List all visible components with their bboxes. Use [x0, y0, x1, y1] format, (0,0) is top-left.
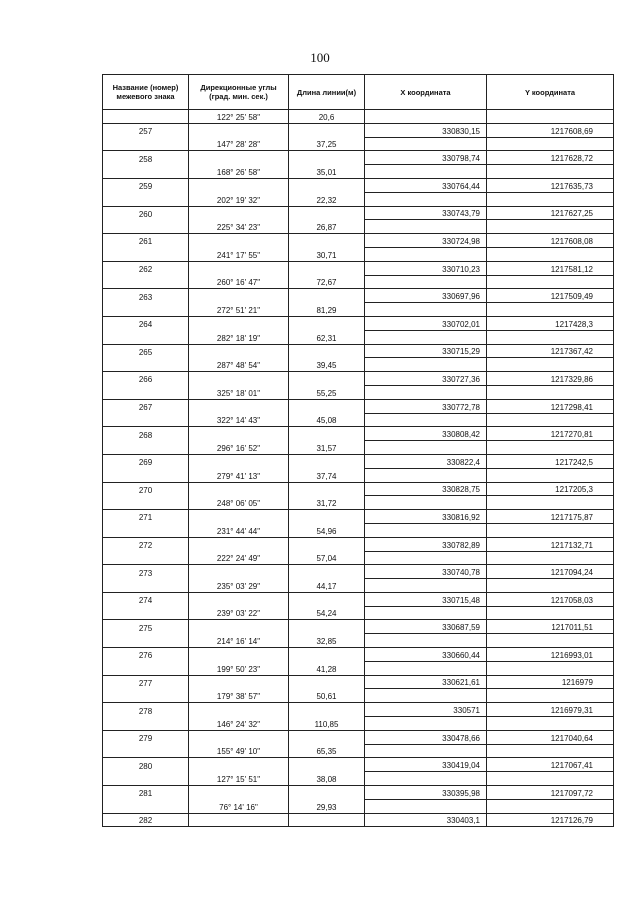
line-length: 26,87 — [289, 220, 365, 234]
table-row — [103, 123, 614, 137]
table-row — [103, 178, 614, 192]
x-coordinate: 330660,44 — [365, 648, 487, 662]
segment-row — [103, 772, 614, 786]
segment-row — [103, 413, 614, 427]
x-coordinate: 330782,89 — [365, 537, 487, 551]
segment-row — [103, 220, 614, 234]
table-row — [103, 261, 614, 275]
x-coordinate: 330830,15 — [365, 123, 487, 137]
x-coordinate: 330822,4 — [365, 454, 487, 468]
y-coordinate: 1217608,69 — [487, 123, 614, 137]
x-coordinate: 330740,78 — [365, 565, 487, 579]
y-coordinate: 1217094,24 — [487, 565, 614, 579]
line-length: 57,04 — [289, 551, 365, 565]
segment-row — [103, 137, 614, 151]
y-coordinate: 1217608,08 — [487, 234, 614, 248]
direction-angle: 287° 48' 54" — [189, 358, 289, 372]
x-coordinate: 330702,01 — [365, 316, 487, 330]
line-length: 44,17 — [289, 579, 365, 593]
x-coordinate: 330571 — [365, 703, 487, 717]
direction-angle: 260° 16' 47" — [189, 275, 289, 289]
table-row — [103, 620, 614, 634]
direction-angle: 179° 38' 57" — [189, 689, 289, 703]
y-coordinate: 1217242,5 — [487, 454, 614, 468]
line-length: 22,32 — [289, 192, 365, 206]
segment-row — [103, 441, 614, 455]
header-name: Название (номер) межевого знака — [103, 75, 189, 110]
table-row — [103, 234, 614, 248]
direction-angle: 248° 06' 05" — [189, 496, 289, 510]
x-coordinate: 330687,59 — [365, 620, 487, 634]
segment-row — [103, 330, 614, 344]
table-header — [103, 75, 614, 110]
segment-row — [103, 717, 614, 731]
line-length: 35,01 — [289, 165, 365, 179]
y-coordinate: 1217509,49 — [487, 289, 614, 303]
point-name: 266 — [103, 372, 189, 386]
line-length: 41,28 — [289, 661, 365, 675]
line-length: 110,85 — [289, 717, 365, 731]
line-length: 45,08 — [289, 413, 365, 427]
point-name: 273 — [103, 565, 189, 579]
table-row — [103, 675, 614, 689]
line-length: 72,67 — [289, 275, 365, 289]
line-length: 39,45 — [289, 358, 365, 372]
direction-angle: 202° 19' 32" — [189, 192, 289, 206]
x-coordinate: 330772,78 — [365, 399, 487, 413]
x-coordinate: 330710,23 — [365, 261, 487, 275]
segment-row — [103, 523, 614, 537]
page-number: 100 — [310, 50, 330, 65]
direction-angle: 282° 18' 19" — [189, 330, 289, 344]
point-name: 265 — [103, 344, 189, 358]
line-length: 37,25 — [289, 137, 365, 151]
table-row — [103, 730, 614, 744]
y-coordinate: 1217040,64 — [487, 730, 614, 744]
x-coordinate: 330403,1 — [365, 813, 487, 827]
y-coordinate: 1217011,51 — [487, 620, 614, 634]
line-length: 30,71 — [289, 247, 365, 261]
x-coordinate: 330621,61 — [365, 675, 487, 689]
table-row — [103, 482, 614, 496]
x-coordinate: 330727,36 — [365, 372, 487, 386]
table-row — [103, 151, 614, 165]
table-row — [103, 813, 614, 827]
segment-row — [103, 744, 614, 758]
point-name: 260 — [103, 206, 189, 220]
point-name: 275 — [103, 620, 189, 634]
x-coordinate: 330697,96 — [365, 289, 487, 303]
segment-row — [103, 661, 614, 675]
segment-row — [103, 579, 614, 593]
direction-angle: 225° 34' 23" — [189, 220, 289, 234]
segment-row — [103, 799, 614, 813]
header-y: Y координата — [487, 75, 614, 110]
direction-angle: 168° 26' 58" — [189, 165, 289, 179]
y-coordinate: 1217175,87 — [487, 510, 614, 524]
line-length: 65,35 — [289, 744, 365, 758]
point-name: 278 — [103, 703, 189, 717]
table-row — [103, 454, 614, 468]
y-coordinate: 1217058,03 — [487, 592, 614, 606]
point-name: 267 — [103, 399, 189, 413]
point-name: 282 — [103, 813, 189, 827]
x-coordinate: 330419,04 — [365, 758, 487, 772]
segment-row — [103, 468, 614, 482]
table-row — [103, 510, 614, 524]
point-name: 280 — [103, 758, 189, 772]
line-length: 29,93 — [289, 799, 365, 813]
direction-angle: 147° 28' 28" — [189, 137, 289, 151]
point-name: 259 — [103, 178, 189, 192]
segment-row — [103, 606, 614, 620]
point-name: 281 — [103, 786, 189, 800]
header-x: X координата — [365, 75, 487, 110]
segment-row — [103, 551, 614, 565]
header-angle: Дирекционные углы (град. мин. сек.) — [189, 75, 289, 110]
y-coordinate: 1217581,12 — [487, 261, 614, 275]
y-coordinate: 1217635,73 — [487, 178, 614, 192]
direction-angle: 222° 24' 49" — [189, 551, 289, 565]
x-coordinate: 330828,75 — [365, 482, 487, 496]
line-length: 38,08 — [289, 772, 365, 786]
x-coordinate: 330808,42 — [365, 427, 487, 441]
header-length: Длина линии(м) — [289, 75, 365, 110]
segment-row — [103, 634, 614, 648]
point-name: 277 — [103, 675, 189, 689]
direction-angle: 322° 14' 43" — [189, 413, 289, 427]
point-name: 263 — [103, 289, 189, 303]
x-coordinate: 330816,92 — [365, 510, 487, 524]
table-row — [103, 703, 614, 717]
point-name: 262 — [103, 261, 189, 275]
line-length: 55,25 — [289, 385, 365, 399]
segment-row — [103, 358, 614, 372]
segment-row — [103, 496, 614, 510]
table-row — [103, 758, 614, 772]
table-row — [103, 648, 614, 662]
direction-angle: 241° 17' 55" — [189, 247, 289, 261]
y-coordinate: 1217298,41 — [487, 399, 614, 413]
point-name: 270 — [103, 482, 189, 496]
segment-row — [103, 165, 614, 179]
x-coordinate: 330743,79 — [365, 206, 487, 220]
y-coordinate: 1217428,3 — [487, 316, 614, 330]
x-coordinate: 330798,74 — [365, 151, 487, 165]
point-name: 269 — [103, 454, 189, 468]
direction-angle: 122° 25' 58" — [189, 110, 289, 124]
point-name: 268 — [103, 427, 189, 441]
y-coordinate: 1217126,79 — [487, 813, 614, 827]
y-coordinate: 1217097,72 — [487, 786, 614, 800]
segment-row — [103, 275, 614, 289]
y-coordinate: 1217628,72 — [487, 151, 614, 165]
y-coordinate: 1216979,31 — [487, 703, 614, 717]
x-coordinate: 330715,29 — [365, 344, 487, 358]
x-coordinate: 330764,44 — [365, 178, 487, 192]
line-length: 62,31 — [289, 330, 365, 344]
table-row — [103, 344, 614, 358]
direction-angle: 279° 41' 13" — [189, 468, 289, 482]
x-coordinate: 330478,66 — [365, 730, 487, 744]
segment-row — [103, 110, 614, 124]
table-row — [103, 427, 614, 441]
direction-angle: 239° 03' 22" — [189, 606, 289, 620]
segment-row — [103, 247, 614, 261]
segment-row — [103, 689, 614, 703]
table-row — [103, 316, 614, 330]
direction-angle: 231° 44' 44" — [189, 523, 289, 537]
line-length: 54,24 — [289, 606, 365, 620]
y-coordinate: 1216993,01 — [487, 648, 614, 662]
point-name: 276 — [103, 648, 189, 662]
table-row — [103, 372, 614, 386]
table-row — [103, 592, 614, 606]
line-length: 32,85 — [289, 634, 365, 648]
point-name: 272 — [103, 537, 189, 551]
direction-angle: 76° 14' 16" — [189, 799, 289, 813]
table-body — [103, 110, 614, 827]
line-length: 54,96 — [289, 523, 365, 537]
y-coordinate: 1217205,3 — [487, 482, 614, 496]
table-row — [103, 786, 614, 800]
direction-angle: 199° 50' 23" — [189, 661, 289, 675]
direction-angle: 296° 16' 52" — [189, 441, 289, 455]
line-length: 31,57 — [289, 441, 365, 455]
line-length: 37,74 — [289, 468, 365, 482]
segment-row — [103, 385, 614, 399]
table-row — [103, 537, 614, 551]
point-name: 257 — [103, 123, 189, 137]
table-row — [103, 206, 614, 220]
y-coordinate: 1217270,81 — [487, 427, 614, 441]
point-name: 271 — [103, 510, 189, 524]
y-coordinate: 1217067,41 — [487, 758, 614, 772]
line-length: 81,29 — [289, 303, 365, 317]
direction-angle: 214° 16' 14" — [189, 634, 289, 648]
direction-angle: 146° 24' 32" — [189, 717, 289, 731]
line-length: 50,61 — [289, 689, 365, 703]
point-name: 274 — [103, 592, 189, 606]
table-row — [103, 289, 614, 303]
table-row — [103, 399, 614, 413]
direction-angle: 127° 15' 51" — [189, 772, 289, 786]
point-name: 264 — [103, 316, 189, 330]
point-name: 261 — [103, 234, 189, 248]
line-length: 20,6 — [289, 110, 365, 124]
direction-angle: 155° 49' 10" — [189, 744, 289, 758]
y-coordinate: 1216979 — [487, 675, 614, 689]
direction-angle: 325° 18' 01" — [189, 385, 289, 399]
segment-row — [103, 303, 614, 317]
point-name: 258 — [103, 151, 189, 165]
y-coordinate: 1217627,25 — [487, 206, 614, 220]
y-coordinate: 1217132,71 — [487, 537, 614, 551]
point-name: 279 — [103, 730, 189, 744]
direction-angle: 272° 51' 21" — [189, 303, 289, 317]
table-row — [103, 565, 614, 579]
x-coordinate: 330715,48 — [365, 592, 487, 606]
y-coordinate: 1217329,86 — [487, 372, 614, 386]
x-coordinate: 330395,98 — [365, 786, 487, 800]
boundary-points-table — [102, 74, 614, 827]
y-coordinate: 1217367,42 — [487, 344, 614, 358]
line-length: 31,72 — [289, 496, 365, 510]
segment-row — [103, 192, 614, 206]
x-coordinate: 330724,98 — [365, 234, 487, 248]
direction-angle: 235° 03' 29" — [189, 579, 289, 593]
